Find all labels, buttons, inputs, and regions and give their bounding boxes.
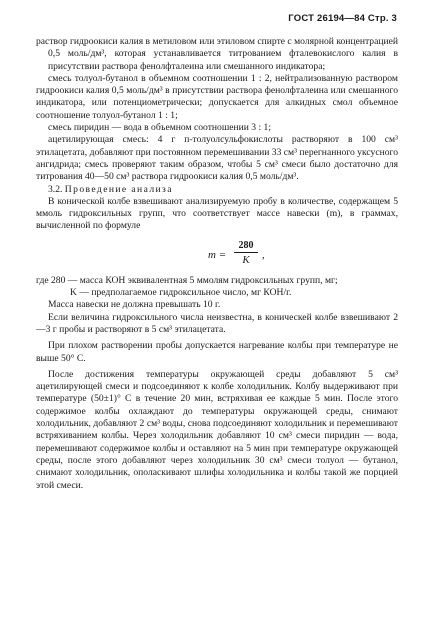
paragraph-koh-solution: раствор гидроокиси калия в метиловом или этиловом спирте с молярной концентрацией 0,5 моль/дм³, которая устанавливается титрованием фталевокислого калия в присутствии раствора фенолфталеина или смешанного индикатора; xyxy=(36,36,398,72)
definition-280: где 280 — масса КОН эквивалентная 5 ммолям гидроксильных групп, мг; xyxy=(36,274,338,286)
paragraph-acetylating-mix: ацетилирующая смесь: 4 г п-толуолсульфокислоты растворяют в 100 см³ этилацетата, добавляют при постоянном перемешивании 33 см³ перегнанного уксусного ангидрида; смесь проверяют таким образом, чтобы 5 см³ смеси было достаточно для титрования 40—50 см³ раствора гидроокиси калия 0,5 моль/дм³. xyxy=(36,134,398,183)
section-title: Проведение анализа xyxy=(64,183,173,195)
document-body xyxy=(36,36,398,492)
paragraph-toluene-butanol: смесь толуол-бутанол в объемном соотношении 1 : 2, нейтрализованную раствором гидроокиси калия 0,5 моль/дм³ в присутствии раствора фенолфталеина или смешанного индикатора, или потенциометрически; допускается для алкидных смол объемное соотношение толуол-бутанол 1 : 1; xyxy=(36,72,398,121)
formula-numerator: 280 xyxy=(234,239,258,253)
definition-k: K — предполагаемое гидроксильное число, мг КОН/г. xyxy=(70,287,292,299)
paragraph-mass-limit: Масса навески не должна превышать 10 г. xyxy=(48,299,221,311)
paragraph-procedure: После достижения температуры окружающей среды добавляют 5 см³ ацетилирующей смеси и подсоединяют к колбе холодильник. Колбу выдерживают при температуре (50±1)° С в течение 20 мин, встряхивая ее каждые 5 мин. После этого содержимое колбы охлаждают до температуры окружающей среды, снимают холодильник, добавляют 2 см³ воды, снова подсоединяют холодильник и перемешивают встряхиванием колбы. Через холодильник добавляют 10 см³ смеси пиридин — вода, перемешивают содержимое колбы и оставляют на 5 мин при температуре окружающей среды, после этого добавляют через холодильник 30 см³ смеси толуол — бутанол, снимают холодильник, ополаскивают шлифы холодильника и колбы такой же порцией этой смеси. xyxy=(36,368,398,491)
page-header: ГОСТ 26194—84 Стр. 3 xyxy=(288,13,397,24)
formula-fraction xyxy=(234,239,258,267)
formula-lhs: m = xyxy=(208,248,227,261)
paragraph-weighing: В конической колбе взвешивают анализируемую пробу в количестве, содержащем 5 ммоль гидроксильных групп, что соответствует массе навески (m), в граммах, вычисленной по формуле xyxy=(36,195,398,232)
section-heading xyxy=(36,184,398,196)
formula-comma: , xyxy=(262,248,265,261)
formula-mass xyxy=(36,235,398,275)
paragraph-pyridine-water: смесь пиридин — вода в объемном соотношении 3 : 1; xyxy=(48,122,272,134)
paragraph-heating: При плохом растворении пробы допускается нагревание колбы при температуре не выше 50° С. xyxy=(36,340,398,364)
paragraph-unknown-number: Если величина гидроксильного числа неизвестна, в коническей колбе взвешивают 2—3 г пробы и растворяют в 5 см³ этилацетата. xyxy=(36,311,398,335)
formula-denominator: K xyxy=(242,253,250,266)
section-number: 3.2. xyxy=(48,183,63,195)
